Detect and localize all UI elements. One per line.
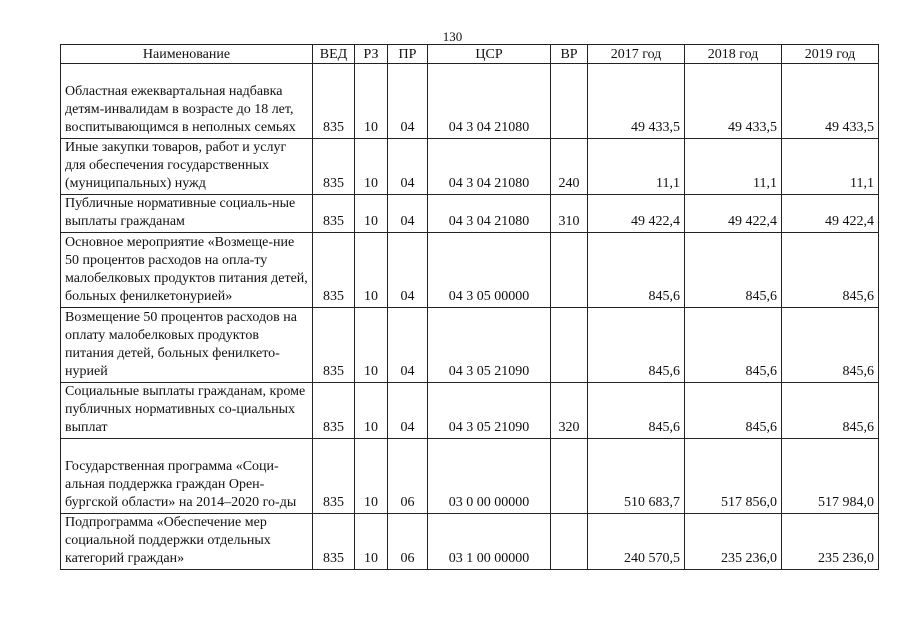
row-2018: 49 433,5 [685,64,782,139]
row-rz: 10 [355,308,388,383]
row-pr: 04 [388,233,428,308]
row-2017: 49 422,4 [588,195,685,233]
row-ved: 835 [313,139,355,195]
page-number: 130 [442,29,463,44]
header-2017: 2017 год [588,45,685,64]
row-ved: 835 [313,514,355,570]
row-pr: 04 [388,383,428,439]
row-vr: 320 [551,383,588,439]
header-ved: ВЕД [313,45,355,64]
header-rz: РЗ [355,45,388,64]
row-name: Областная ежеквартальная надбавка детям-инвалидам в возрасте до 18 лет, воспитывающимся в неполных семьях [61,64,313,139]
header-pr: ПР [388,45,428,64]
row-rz: 10 [355,383,388,439]
table-row [61,439,879,514]
row-2019: 11,1 [782,139,879,195]
table-row [61,195,879,233]
row-csr: 03 1 00 00000 [428,514,551,570]
row-name: Иные закупки товаров, работ и услуг для обеспечения государственных (муниципальных) нужд [61,139,313,195]
row-2017: 845,6 [588,233,685,308]
row-2018: 235 236,0 [685,514,782,570]
row-csr: 04 3 04 21080 [428,64,551,139]
row-vr [551,439,588,514]
table-row [61,308,879,383]
row-ved: 835 [313,439,355,514]
row-ved: 835 [313,195,355,233]
row-2017: 11,1 [588,139,685,195]
row-vr [551,514,588,570]
row-vr [551,233,588,308]
row-name: Государственная программа «Соци-альная поддержка граждан Орен-бургской области» на 2014–2020 го-ды [61,439,313,514]
row-2019: 845,6 [782,233,879,308]
row-pr: 04 [388,139,428,195]
table-row [61,383,879,439]
table-row [61,64,879,139]
row-ved: 835 [313,233,355,308]
row-2017: 49 433,5 [588,64,685,139]
row-vr: 240 [551,139,588,195]
row-pr: 04 [388,308,428,383]
row-csr: 04 3 04 21080 [428,195,551,233]
table-row [61,139,879,195]
row-ved: 835 [313,383,355,439]
row-csr: 04 3 04 21080 [428,139,551,195]
row-vr [551,64,588,139]
row-2019: 517 984,0 [782,439,879,514]
header-2018: 2018 год [685,45,782,64]
header-row [61,45,879,64]
row-csr: 04 3 05 21090 [428,383,551,439]
row-2017: 845,6 [588,308,685,383]
row-csr: 03 0 00 00000 [428,439,551,514]
row-pr: 06 [388,514,428,570]
row-rz: 10 [355,195,388,233]
row-name: Возмещение 50 процентов расходов на оплату малобелковых продуктов питания детей, больных фенилкето-нурией [61,308,313,383]
row-name: Публичные нормативные социаль-ные выплаты гражданам [61,195,313,233]
header-csr: ЦСР [428,45,551,64]
row-2018: 11,1 [685,139,782,195]
row-2019: 845,6 [782,383,879,439]
table-row [61,233,879,308]
row-2018: 845,6 [685,383,782,439]
row-2018: 49 422,4 [685,195,782,233]
row-rz: 10 [355,139,388,195]
row-2019: 49 433,5 [782,64,879,139]
row-2019: 49 422,4 [782,195,879,233]
row-rz: 10 [355,233,388,308]
row-2017: 845,6 [588,383,685,439]
row-name: Основное мероприятие «Возмеще-ние 50 процентов расходов на опла-ту малобелковых продуктов питания детей, больных фенилкетонурией» [61,233,313,308]
row-name: Социальные выплаты гражданам, кроме публичных нормативных со-циальных выплат [61,383,313,439]
row-csr: 04 3 05 00000 [428,233,551,308]
row-vr: 310 [551,195,588,233]
row-rz: 10 [355,514,388,570]
row-name: Подпрограмма «Обеспечение мер социальной поддержки отдельных категорий граждан» [61,514,313,570]
row-pr: 04 [388,195,428,233]
header-2019: 2019 год [782,45,879,64]
row-ved: 835 [313,64,355,139]
row-2018: 845,6 [685,308,782,383]
row-vr [551,308,588,383]
row-pr: 06 [388,439,428,514]
row-2019: 235 236,0 [782,514,879,570]
row-2017: 510 683,7 [588,439,685,514]
header-name: Наименование [61,45,313,64]
row-ved: 835 [313,308,355,383]
table-row [61,514,879,570]
row-2018: 517 856,0 [685,439,782,514]
row-2018: 845,6 [685,233,782,308]
row-rz: 10 [355,64,388,139]
row-csr: 04 3 05 21090 [428,308,551,383]
row-rz: 10 [355,439,388,514]
header-vr: ВР [551,45,588,64]
row-2019: 845,6 [782,308,879,383]
row-2017: 240 570,5 [588,514,685,570]
budget-table [60,44,879,570]
row-pr: 04 [388,64,428,139]
